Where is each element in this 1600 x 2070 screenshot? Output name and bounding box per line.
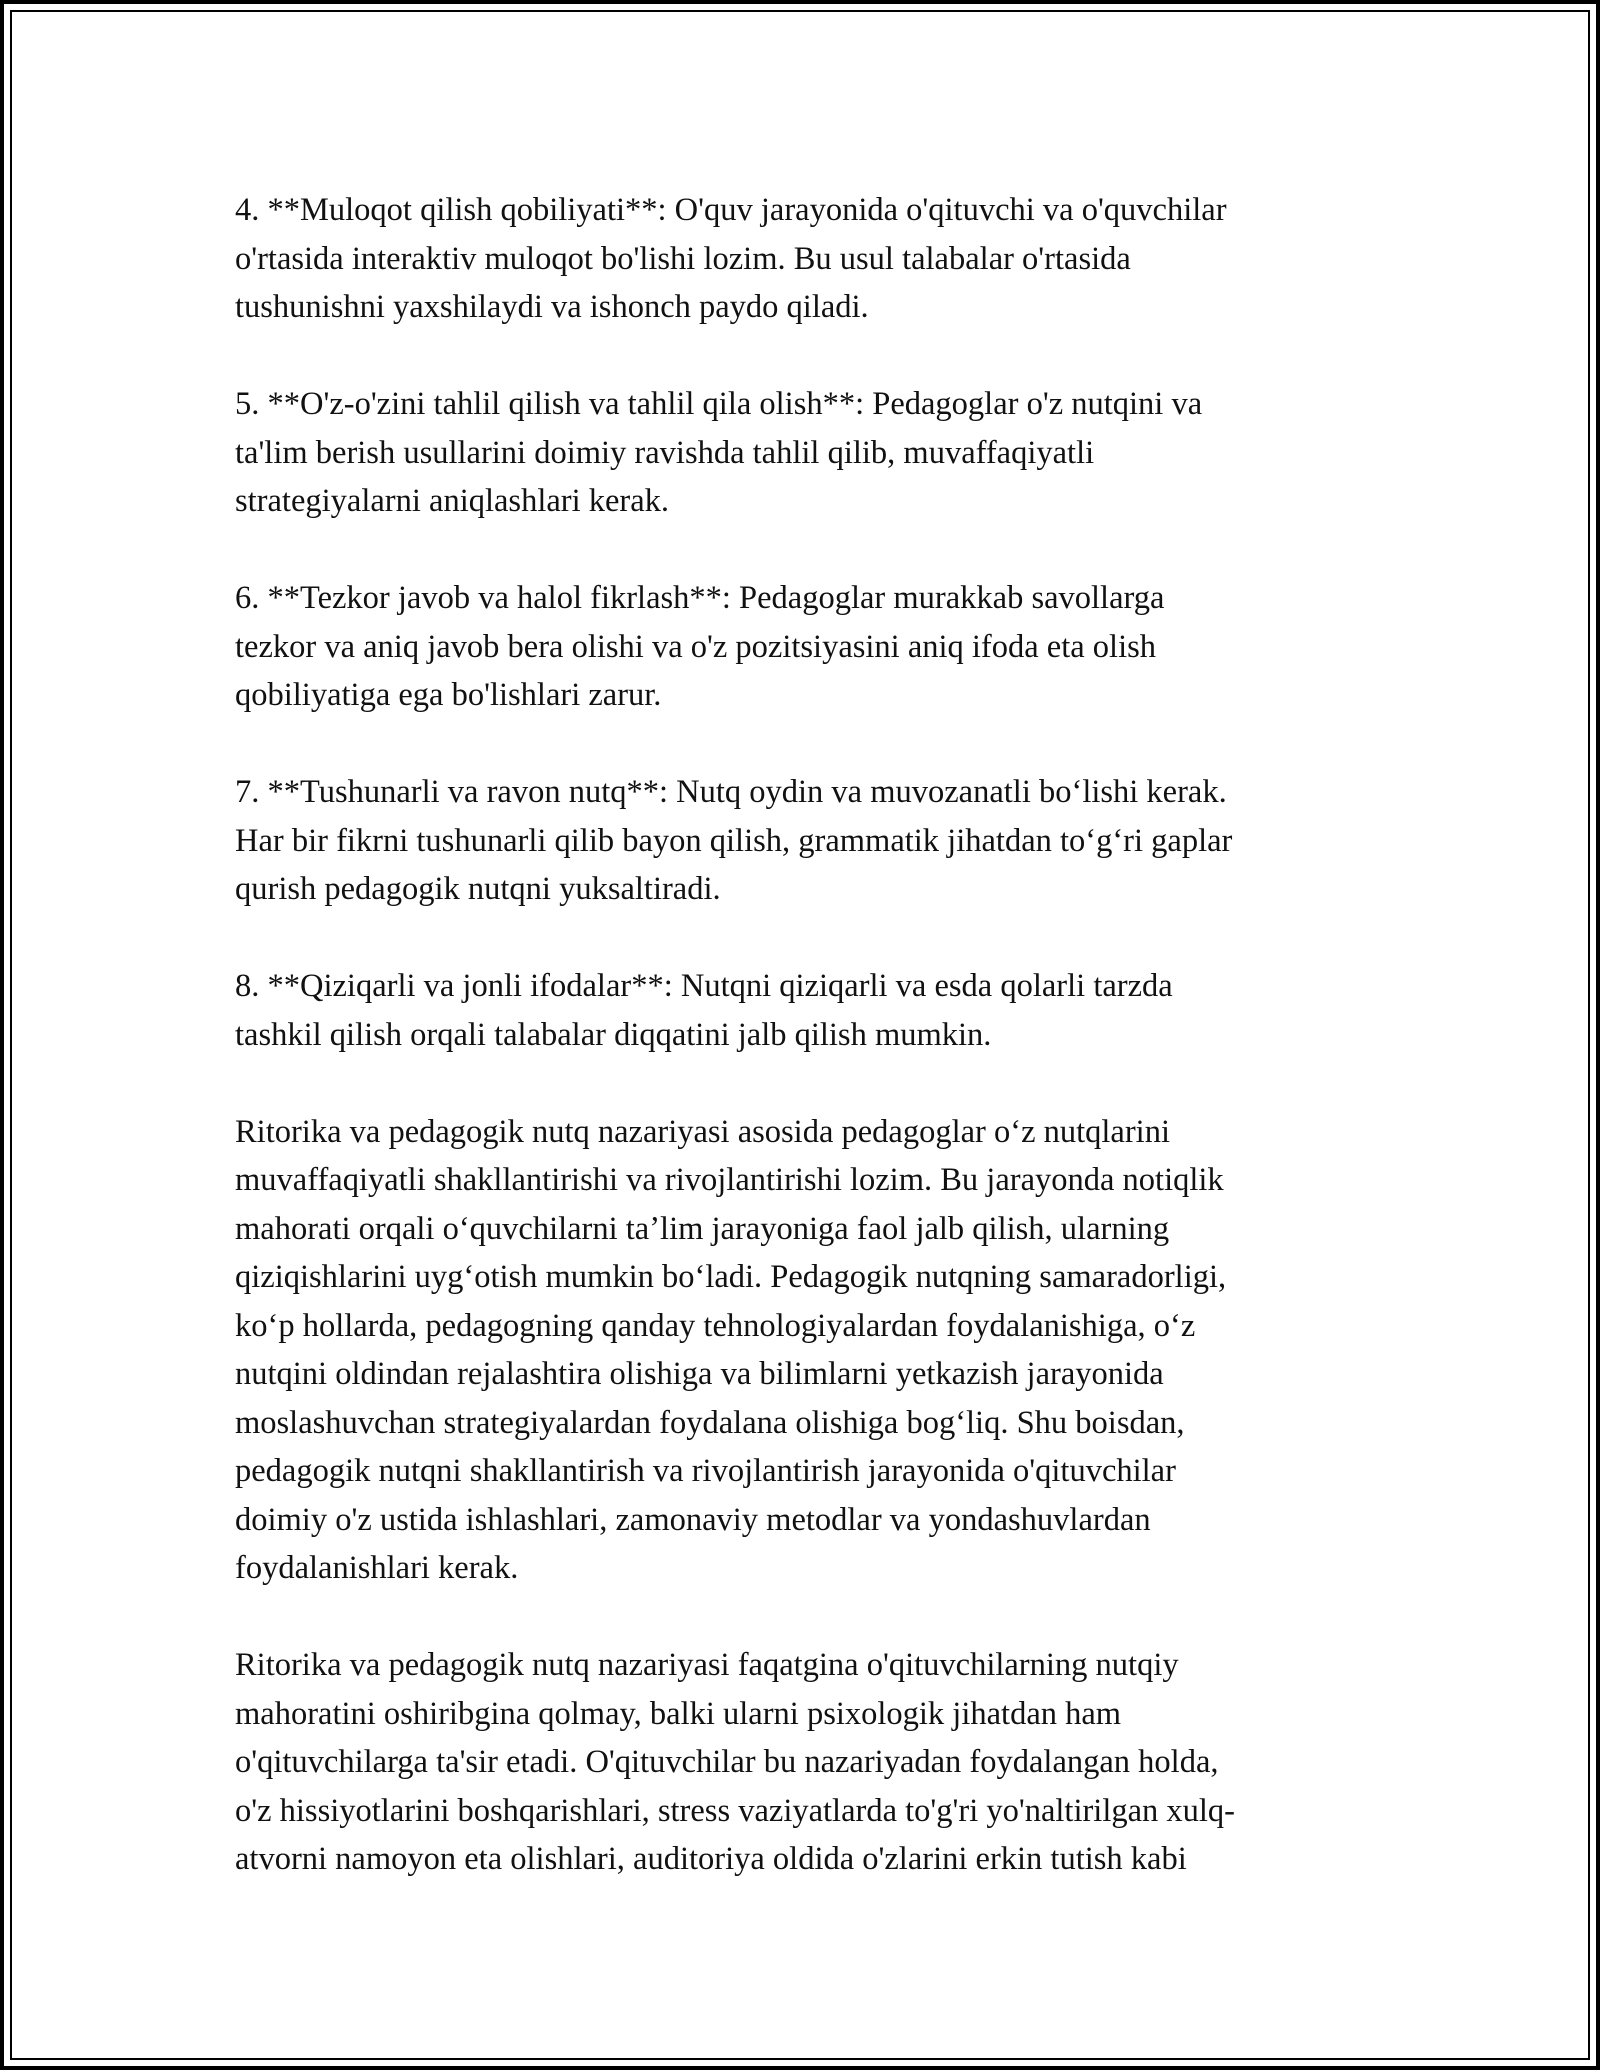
body-paragraph-rhetoric-speech: Ritorika va pedagogik nutq nazariyasi asosida pedagoglar oʻz nutqlarini muvaffaqiyatli shakllantirishi va rivojlantirishi lozim. Bu jarayonda notiqlik mahorati orqali oʻquvchilarni taʼlim jarayoniga faol jalb qilish, ularning qiziqishlarini uygʻotish mumkin boʻladi. Pedagogik nutqning samaradorligi, koʻp hollarda, pedagogning qanday tehnologiyalardan foydalanishiga, oʻz nutqini oldindan rejalashtira olishiga va bilimlarni yetkazish jarayonida moslashuvchan strategiyalardan foydalana olishiga bogʻliq. Shu boisdan, pedagogik nutqni shakllantirish va rivojlantirish jarayonida o'qituvchilar doimiy o'z ustida ishlashlari, zamonaviy metodlar va yondashuvlardan foydalanishlari kerak. (235, 1113, 1227, 1586)
list-item-4-paragraph: 4. **Muloqot qilish qobiliyati**: O'quv jarayonida o'qituvchi va o'quvchilar o'rtasida interaktiv muloqot bo'lishi lozim. Bu usul talabalar o'rtasida tushunishni yaxshilaydi va ishonch paydo qiladi. (235, 192, 1227, 325)
document-body (235, 186, 1395, 1884)
list-item-7-paragraph: 7. **Tushunarli va ravon nutq**: Nutq oydin va muvozanatli boʻlishi kerak. Har bir fikrni tushunarli qilib bayon qilish, grammatik jihatdan toʻgʻri gaplar qurish pedagogik nutqni yuksaltiradi. (235, 774, 1233, 907)
list-item-6-paragraph: 6. **Tezkor javob va halol fikrlash**: Pedagoglar murakkab savollarga tezkor va aniq javob bera olishi va o'z pozitsiyasini aniq ifoda eta olish qobiliyatiga ega bo'lishlari zarur. (235, 580, 1165, 713)
list-item-8-paragraph: 8. **Qiziqarli va jonli ifodalar**: Nutqni qiziqarli va esda qolarli tarzda tashkil qilish orqali talabalar diqqatini jalb qilish mumkin. (235, 968, 1173, 1053)
list-item-5-paragraph: 5. **O'z-o'zini tahlil qilish va tahlil qila olish**: Pedagoglar o'z nutqini va ta'lim berish usullarini doimiy ravishda tahlil qilib, muvaffaqiyatli strategiyalarni aniqlashlari kerak. (235, 386, 1203, 519)
body-paragraph-rhetoric-psychology: Ritorika va pedagogik nutq nazariyasi faqatgina o'qituvchilarning nutqiy mahoratini oshiribgina qolmay, balki ularni psixologik jihatdan ham o'qituvchilarga ta'sir etadi. O'qituvchilar bu nazariyadan foydalangan holda, o'z hissiyotlarini boshqarishlari, stress vaziyatlarda to'g'ri yo'naltirilgan xulq- atvorni namoyon eta olishlari, auditoriya oldida o'zlarini erkin tutish kabi (235, 1647, 1236, 1877)
